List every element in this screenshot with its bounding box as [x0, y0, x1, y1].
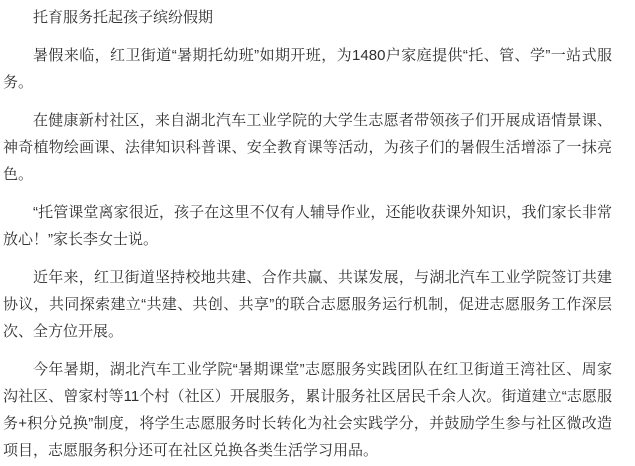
article-paragraph-1: 暑假来临，红卫街道“暑期托幼班”如期开班，为1480户家庭提供“托、管、学”一站式服务。 [3, 47, 612, 91]
article-title: 托育服务托起孩子缤纷假期 [33, 9, 214, 26]
article-paragraph-2: 在健康新村社区，来自湖北汽车工业学院的大学生志愿者带领孩子们开展成语情景课、神奇植物绘画课、法律知识科普课、安全教育课等活动，为孩子们的暑假生活增添了一抹亮色。 [3, 112, 612, 183]
article-paragraph-3: “托管课堂离家很近，孩子在这里不仅有人辅导作业，还能收获课外知识，我们家长非常放心！”家长李女士说。 [3, 204, 612, 248]
article-paragraph-4: 近年来，红卫街道坚持校地共建、合作共赢、共谋发展，与湖北汽车工业学院签订共建协议，共同探索建立“共建、共创、共享”的联合志愿服务运行机制，促进志愿服务工作深层次、全方位开展。 [3, 269, 612, 340]
article-paragraph-5: 今年暑期，湖北汽车工业学院“暑期课堂”志愿服务实践团队在红卫街道王湾社区、周家沟社区、曾家村等11个村（社区）开展服务，累计服务社区居民千余人次。街道建立“志愿服务+积分兑换”制度，将学生志愿服务时长转化为社会实践学分，并鼓励学生参与社区微改造项目，志愿服务积分还可在社区兑换各类生活学习用品。 [3, 361, 612, 459]
